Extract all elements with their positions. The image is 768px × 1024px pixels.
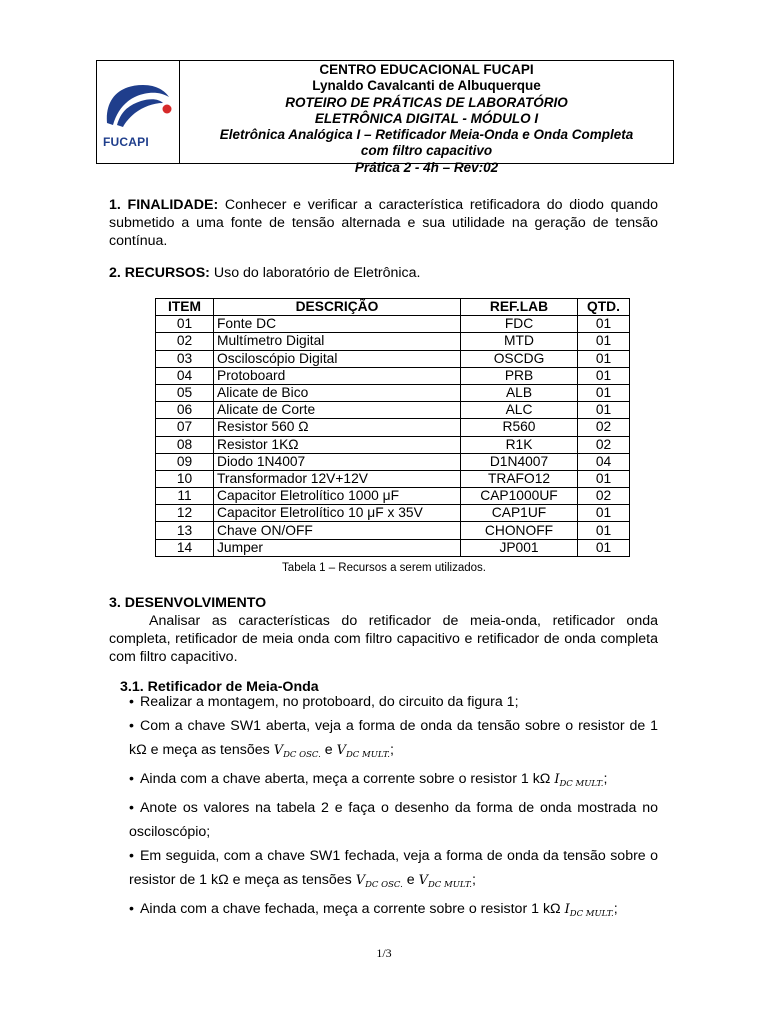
header-title-block: [180, 61, 673, 175]
cell-item: 06: [156, 402, 214, 419]
resources-table: [155, 298, 630, 557]
table-row: [156, 402, 630, 419]
cell-descricao: Resistor 560 Ω: [214, 419, 461, 436]
section-1-text: Conhecer e verificar a característica retificadora do diodo quando submetido a uma fonte de tensão alternada e sua utilidade na geração de tensão contínua.: [109, 197, 658, 249]
fucapi-logo: [97, 61, 180, 163]
cell-reflab: TRAFO12: [461, 470, 578, 487]
cell-qtd: 01: [578, 316, 630, 333]
table-row: [156, 316, 630, 333]
cell-reflab: OSCDG: [461, 350, 578, 367]
cell-item: 02: [156, 333, 214, 350]
section-desenvolvimento: [109, 594, 658, 666]
cell-qtd: 02: [578, 488, 630, 505]
cell-reflab: R560: [461, 419, 578, 436]
section-3-title: 3. DESENVOLVIMENTO: [109, 595, 267, 611]
cell-item: 12: [156, 505, 214, 522]
list-item: • Ainda com a chave aberta, meça a corrente sobre o resistor 1 kΩ $I_{DC MULT.}$;: [129, 771, 608, 789]
cell-reflab: R1K: [461, 436, 578, 453]
section-recursos: [109, 264, 658, 282]
cell-item: 07: [156, 419, 214, 436]
col-header-descricao: DESCRIÇÃO: [214, 299, 461, 316]
section-2-text: Uso do laboratório de Eletrônica.: [209, 265, 421, 281]
cell-reflab: ALB: [461, 384, 578, 401]
cell-descricao: Fonte DC: [214, 316, 461, 333]
cell-item: 14: [156, 539, 214, 556]
table-header-row: [156, 299, 630, 316]
col-header-item: ITEM: [156, 299, 214, 316]
i-dc-mult: $I_{DC MULT.}$: [554, 772, 604, 789]
table-row: [156, 522, 630, 539]
table-row: [156, 453, 630, 470]
cell-reflab: ALC: [461, 402, 578, 419]
cell-qtd: 02: [578, 436, 630, 453]
header-line-5: Eletrônica Analógica I – Retificador Meia-Onda e Onda Completa: [219, 127, 634, 143]
table-row: [156, 436, 630, 453]
cell-descricao: Protoboard: [214, 367, 461, 384]
cell-item: 01: [156, 316, 214, 333]
section-1-label: 1. FINALIDADE:: [109, 197, 219, 213]
page-number: 1/3: [376, 946, 392, 960]
cell-qtd: 01: [578, 384, 630, 401]
table-row: [156, 488, 630, 505]
v-dc-mult-2: $V_{DC MULT.}$: [418, 873, 472, 890]
cell-qtd: 01: [578, 333, 630, 350]
cell-descricao: Alicate de Bico: [214, 384, 461, 401]
bullet-list: [129, 690, 658, 926]
list-item: • Anote os valores na tabela 2 e faça o desenho da forma de onda mostrada no osciloscópio;: [129, 800, 658, 840]
table-row: [156, 384, 630, 401]
list-item: • Realizar a montagem, no protoboard, do circuito da figura 1;: [129, 694, 519, 710]
cell-reflab: JP001: [461, 539, 578, 556]
cell-item: 05: [156, 384, 214, 401]
header-line-1: CENTRO EDUCACIONAL FUCAPI: [319, 62, 534, 77]
cell-reflab: CAP1000UF: [461, 488, 578, 505]
v-dc-osc: $V_{DC OSC.}$: [273, 743, 321, 760]
header-line-7: Prática 2 - 4h – Rev:02: [354, 159, 499, 175]
table-caption: Tabela 1 – Recursos a serem utilizados.: [282, 562, 486, 574]
list-item: • Ainda com a chave fechada, meça a corrente sobre o resistor 1 kΩ $I_{DC MULT.}$;: [129, 901, 618, 919]
cell-descricao: Diodo 1N4007: [214, 453, 461, 470]
logo-text: FUCAPI: [103, 135, 149, 149]
cell-reflab: FDC: [461, 316, 578, 333]
cell-reflab: CAP1UF: [461, 505, 578, 522]
cell-descricao: Capacitor Eletrolítico 1000 μF: [214, 488, 461, 505]
cell-qtd: 04: [578, 453, 630, 470]
i-dc-mult-2: $I_{DC MULT.}$: [564, 902, 614, 919]
cell-reflab: CHONOFF: [461, 522, 578, 539]
document-header: [96, 60, 674, 175]
table-row: [156, 539, 630, 556]
cell-descricao: Resistor 1KΩ: [214, 436, 461, 453]
cell-item: 13: [156, 522, 214, 539]
cell-descricao: Capacitor Eletrolítico 10 μF x 35V: [214, 505, 461, 522]
table-row: [156, 419, 630, 436]
header-line-4: ELETRÔNICA DIGITAL - MÓDULO I: [314, 110, 539, 126]
cell-descricao: Jumper: [214, 539, 461, 556]
section-3-1-title: 3.1. Retificador de Meia-Onda: [120, 679, 319, 695]
table-row: [156, 470, 630, 487]
cell-qtd: 01: [578, 350, 630, 367]
header-line-6: com filtro capacitivo: [360, 143, 493, 159]
v-dc-osc-2: $V_{DC OSC.}$: [355, 873, 403, 890]
cell-descricao: Multímetro Digital: [214, 333, 461, 350]
cell-item: 08: [156, 436, 214, 453]
col-header-reflab: REF.LAB: [461, 299, 578, 316]
cell-descricao: Alicate de Corte: [214, 402, 461, 419]
cell-qtd: 01: [578, 505, 630, 522]
section-3-text: Analisar as características do retificador de meia-onda, retificador onda completa, retificador de meia onda com filtro capacitivo e retificador de onda completa com filtro capacitivo.: [109, 613, 658, 665]
col-header-qtd: QTD.: [578, 299, 630, 316]
cell-qtd: 01: [578, 539, 630, 556]
cell-qtd: 01: [578, 367, 630, 384]
cell-reflab: D1N4007: [461, 453, 578, 470]
cell-reflab: PRB: [461, 367, 578, 384]
section-finalidade: [109, 196, 658, 250]
cell-item: 09: [156, 453, 214, 470]
cell-qtd: 01: [578, 470, 630, 487]
cell-reflab: MTD: [461, 333, 578, 350]
v-dc-mult: $V_{DC MULT.}$: [336, 743, 390, 760]
table-body: [156, 316, 630, 557]
list-item: • Em seguida, com a chave SW1 fechada, veja a forma de onda da tensão sobre o resistor de 1 kΩ e meça as tensões $V_{DC OSC.}$ e $V_{DC MULT.}$;: [129, 848, 658, 890]
logo-swoosh-icon: [97, 61, 177, 133]
cell-qtd: 01: [578, 522, 630, 539]
cell-qtd: 02: [578, 419, 630, 436]
cell-descricao: Osciloscópio Digital: [214, 350, 461, 367]
cell-descricao: Transformador 12V+12V: [214, 470, 461, 487]
cell-qtd: 01: [578, 402, 630, 419]
cell-item: 03: [156, 350, 214, 367]
table-row: [156, 333, 630, 350]
list-item: • Com a chave SW1 aberta, veja a forma de onda da tensão sobre o resistor de 1 kΩ e meça as tensões $V_{DC OSC.}$ e $V_{DC MULT.}$;: [129, 718, 658, 760]
cell-item: 11: [156, 488, 214, 505]
table-row: [156, 367, 630, 384]
header-line-2: Lynaldo Cavalcanti de Albuquerque: [312, 78, 541, 94]
table-row: [156, 350, 630, 367]
table-row: [156, 505, 630, 522]
cell-item: 04: [156, 367, 214, 384]
cell-item: 10: [156, 470, 214, 487]
cell-descricao: Chave ON/OFF: [214, 522, 461, 539]
header-line-3: ROTEIRO DE PRÁTICAS DE LABORATÓRIO: [285, 94, 568, 110]
section-2-label: 2. RECURSOS:: [109, 265, 210, 281]
